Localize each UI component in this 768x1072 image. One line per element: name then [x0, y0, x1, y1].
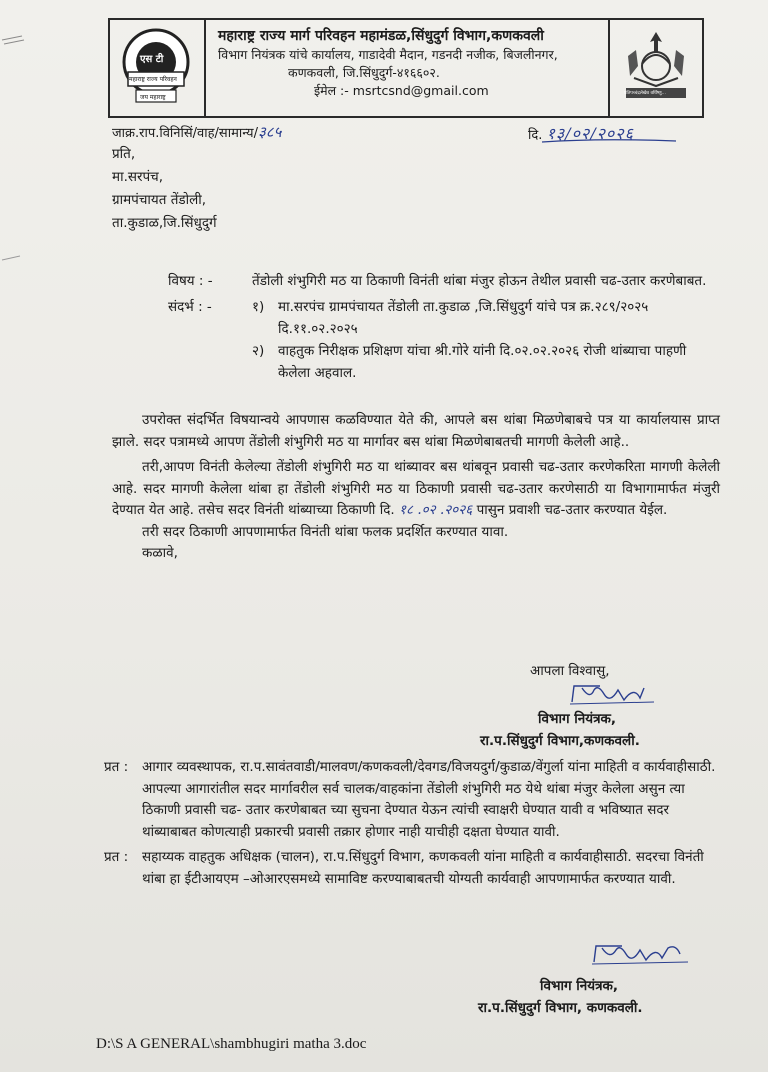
maharashtra-seal — [608, 20, 702, 116]
addressee-line: ता.कुडाळ,जि.सिंधुदुर्ग — [112, 215, 217, 231]
copy-to-block — [104, 757, 724, 890]
reference-text: मा.सरपंच ग्रामपंचायत तेंडोली ता.कुडाळ ,जि.सिंधुदुर्ग यांचे पत्र क्र.२८९/२०२५ दि.११.०२.२०२५ — [278, 299, 649, 337]
signatory-office-2: रा.प.सिंधुदुर्ग विभाग, कणकवली. — [478, 1000, 643, 1016]
signature-block-2 — [478, 940, 738, 1019]
paragraph-2-main: तरी,आपण विनंती केलेल्या तेंडोली शंभुगिरी मठ या थांब्यावर बस थांबवून प्रवासी चढ-उतार करणेकरिता मागणी केलेली आहे. सदर मागणी केलेला थांबा हा तेंडोली शंभुगिरी मठ या ठिकाणी प्रवासी चढ-उतार करणेसाठी या विभागामार्फत मंजुरी देण्यात येत आहे. तसेच सदर विनंती थांब्याच्या ठिकाणी — [112, 459, 720, 518]
letterhead — [108, 18, 704, 118]
reference-label: संदर्भ : - — [168, 299, 212, 315]
letterhead-text — [206, 20, 608, 116]
copy-to-label: प्रत : — [104, 759, 129, 775]
seal-caption: प्रतिपच्चंद्रलेखेव वर्धिष्णु... — [624, 91, 666, 96]
reference-item — [252, 296, 708, 340]
closing: कळावे, — [142, 545, 178, 561]
copy-to-item — [104, 757, 724, 843]
copy-to-text: सहाय्यक वाहतुक अधिक्षक (चालन), रा.प.सिंधुदुर्ग विभाग, कणकवली यांना माहिती व कार्यवाहीसाठी. सदरचा विनंती थांबा हा ईटीआयएम –ओआरएसमध्ये सामाविष्ट करण्याबाबतची योग्यती कार्यवाही आपणामार्फत करण्यात यावी. — [142, 849, 704, 887]
logo-ring-text: महाराष्ट्र राज्य परिवहन — [129, 76, 177, 83]
email-address: msrtcsnd@gmail.com — [352, 83, 489, 98]
subject-block — [168, 270, 708, 384]
subject-text: तेंडोली शंभुगिरी मठ या ठिकाणी विनंती थांबा मंजुर होऊन तेथील प्रवासी चढ-उतार करणेबाबत. — [252, 273, 707, 289]
salutation: प्रति, — [112, 146, 136, 162]
office-address: विभाग नियंत्रक यांचे कार्यालय, गाडादेवी मैदान, गडनदी नजीक, बिजलीनगर, — [218, 47, 558, 62]
paragraph-2-date: १८ .०२ .२०२६ — [399, 502, 473, 518]
signatory-office: रा.प.सिंधुदुर्ग विभाग,कणकवली. — [480, 733, 640, 749]
reference-number — [112, 122, 281, 142]
margin-marks — [0, 0, 40, 300]
reference-text: वाहतुक निरीक्षक प्रशिक्षण यांचा श्री.गोरे यांनी दि.०२.०२.२०२६ रोजी थांब्याचा पाहणी केलेला अहवाल. — [278, 343, 687, 381]
handwritten-signature — [564, 682, 664, 708]
addressee-block — [112, 143, 217, 235]
reference-list — [252, 296, 708, 384]
reference-number-label: १) — [252, 299, 265, 315]
date-prefix: दि. — [528, 128, 543, 143]
logo-motto-text: जय महाराष्ट्र — [140, 94, 166, 101]
addressee-line: ग्रामपंचायत तेंडोली, — [112, 192, 207, 208]
letter-body — [112, 410, 720, 565]
paragraph-1: उपरोक्त संदर्भित विषयान्वये आपणास कळविण्यात येते की, आपले बस थांबा मिळणेबाबचे पत्र या कार्यालयास प्राप्त झाले. सदर पत्रामध्ये आपण तेंडोली शंभुगिरी मठ या मार्गावर बस थांबा मिळणेबाबतची मागणी केलेली आहे.. — [112, 412, 720, 450]
paragraph-2-date-prefix: दि. — [379, 502, 395, 518]
date-value: १३/०२/२०२६ — [546, 124, 634, 143]
reference-number-label: २) — [252, 343, 265, 359]
copy-to-text: आगार व्यवस्थापक, रा.प.सावंतवाडी/मालवण/कणकवली/देवगड/विजयदुर्ग/कुडाळ/वेंगुर्ला यांना माहिती व कार्यवाहीसाठी. आपल्या आगारांतील सदर मार्गावरील सर्व चालक/वाहकांना तेंडोली शंभुगिरी मठ येथे थांबा मंजुर केलेला असुन त्या ठिकाणी प्रवासी चढ- उतार करणेबाबत च्या सुचना देण्यात येऊन त्यांची स्वाक्षरी घेण्यात यावी व भविष्यात सदर थांब्याबाबत कोणत्याही प्रकारची प्रवासी तक्रार होणार नाही याचीही दक्षता घेण्यात यावी. — [142, 759, 716, 840]
signature-block — [480, 660, 740, 752]
email-line — [218, 82, 598, 100]
signatory-title-2: विभाग नियंत्रक, — [540, 978, 619, 994]
handwritten-signature-2 — [588, 940, 698, 968]
reference-row — [168, 296, 708, 384]
subject-label: विषय : - — [168, 273, 213, 289]
org-name: महाराष्ट्र राज्य मार्ग परिवहन महामंडळ,सिंधुदुर्ग विभाग,कणकवली — [218, 28, 544, 44]
email-label: ईमेल :- — [314, 83, 349, 98]
copy-to-item — [104, 847, 724, 890]
paragraph-2 — [112, 457, 720, 522]
file-path-footer: D:\S A GENERAL\shambhugiri matha 3.doc — [96, 1036, 367, 1052]
reference-item — [252, 340, 708, 384]
ref-prefix: जाक्र.राप.विनिसिं/वाह/सामान्य/ — [112, 126, 258, 141]
city-address: कणकवली, जि.सिंधुदुर्ग-४१६६०२. — [288, 65, 440, 80]
addressee-line: मा.सरपंच, — [112, 169, 164, 185]
paragraph-2-tail: पासुन प्रवाशी चढ-उतार करण्यात येईल. — [476, 502, 668, 518]
paragraph-3: तरी सदर ठिकाणी आपणामार्फत विनंती थांबा फलक प्रदर्शित करण्यात यावा. — [142, 523, 509, 540]
date-underline — [540, 137, 680, 145]
copy-to-label: प्रत : — [104, 849, 129, 865]
msrtc-logo — [110, 20, 206, 116]
valediction: आपला विश्वासु, — [530, 663, 610, 679]
signatory-title: विभाग नियंत्रक, — [538, 711, 617, 727]
ref-number: ३८५ — [257, 123, 282, 141]
subject-row — [168, 270, 708, 292]
logo-center-text: एस टी — [140, 54, 164, 65]
